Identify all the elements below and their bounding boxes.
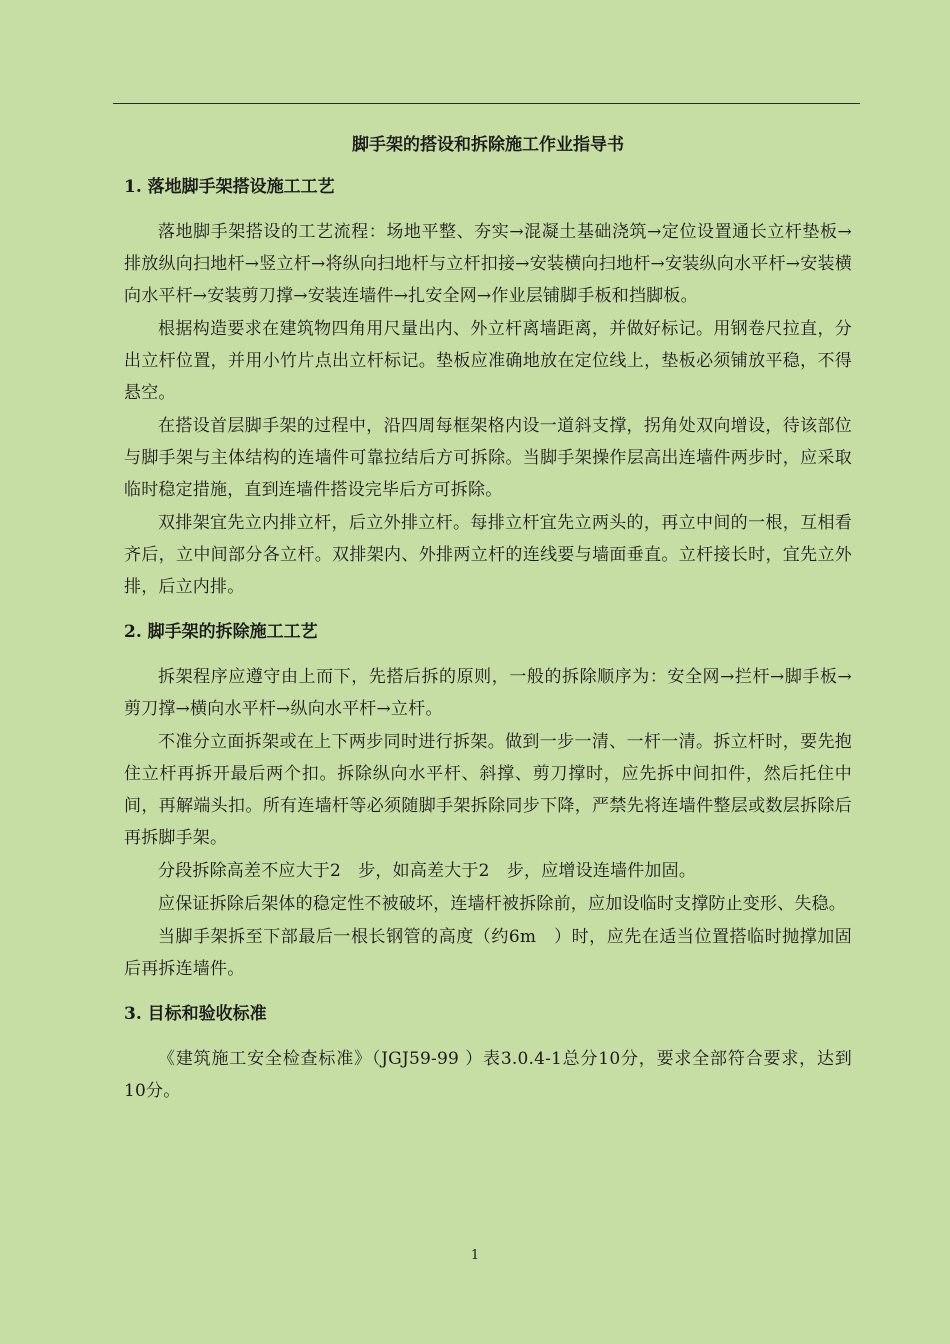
paragraph: 根据构造要求在建筑物四角用尺量出内、外立杆离墙距离，并做好标记。用钢卷尺拉直，分出立杆位置，并用小竹片点出立杆标记。垫板应准确地放在定位线上，垫板必须铺放平稳，不得悬空。 xyxy=(124,319,852,403)
paragraph: 应保证拆除后架体的稳定性不被破坏，连墙杆被拆除前，应加设临时支撑防止变形、失稳。 xyxy=(158,894,846,914)
section-heading: 2. 脚手架的拆除施工工艺 xyxy=(124,622,318,642)
section-heading: 3. 目标和验收标准 xyxy=(124,1004,267,1024)
section-heading: 1. 落地脚手架搭设施工工艺 xyxy=(124,177,335,197)
paragraph: 落地脚手架搭设的工艺流程：场地平整、夯实→混凝土基础浇筑→定位设置通长立杆垫板→排放纵向扫地杆→竖立杆→将纵向扫地杆与立杆扣接→安装横向扫地杆→安装纵向水平杆→安装横向水平杆→安装剪刀撑→安装连墙件→扎安全网→作业层铺脚手板和挡脚板。 xyxy=(124,222,852,306)
paragraph: 《建筑施工安全检查标准》（JGJ59-99 ）表3.0.4-1总分10分，要求全部符合要求，达到10分。 xyxy=(124,1049,852,1101)
document-title: 脚手架的搭设和拆除施工作业指导书 xyxy=(352,135,624,155)
paragraph: 拆架程序应遵守由上而下，先搭后拆的原则，一般的拆除顺序为：安全网→拦杆→脚手板→剪刀撑→横向水平杆→纵向水平杆→立杆。 xyxy=(124,667,852,719)
document-body xyxy=(124,128,852,1108)
paragraph: 在搭设首层脚手架的过程中，沿四周每框架格内设一道斜支撑，拐角处双向增设，待该部位与脚手架与主体结构的连墙件可靠拉结后方可拆除。当脚手架操作层高出连墙件两步时，应采取临时稳定措施，直到连墙件搭设完毕后方可拆除。 xyxy=(124,416,852,500)
page-number: 1 xyxy=(470,1248,480,1263)
section-1 xyxy=(124,172,852,603)
paragraph: 分段拆除高差不应大于2 步，如高差大于2 步，应增设连墙件加固。 xyxy=(158,861,697,881)
header-rule xyxy=(113,103,860,104)
paragraph: 当脚手架拆至下部最后一根长钢管的高度（约6m ）时，应先在适当位置搭临时抛撑加固后再拆连墙件。 xyxy=(124,927,852,979)
paragraph: 双排架宜先立内排立杆，后立外排立杆。每排立杆宜先立两头的，再立中间的一根，互相看齐后，立中间部分各立杆。双排架内、外排两立杆的连线要与墙面垂直。立杆接长时，宜先立外排，后立内排。 xyxy=(124,513,852,597)
section-2 xyxy=(124,617,852,985)
section-3 xyxy=(124,999,852,1107)
paragraph: 不准分立面拆架或在上下两步同时进行拆架。做到一步一清、一杆一清。拆立杆时，要先抱住立杆再拆开最后两个扣。拆除纵向水平杆、斜撑、剪刀撑时，应先拆中间扣件，然后托住中间，再解端头扣。所有连墙杆等必须随脚手架拆除同步下降，严禁先将连墙件整层或数层拆除后再拆脚手架。 xyxy=(124,732,852,848)
